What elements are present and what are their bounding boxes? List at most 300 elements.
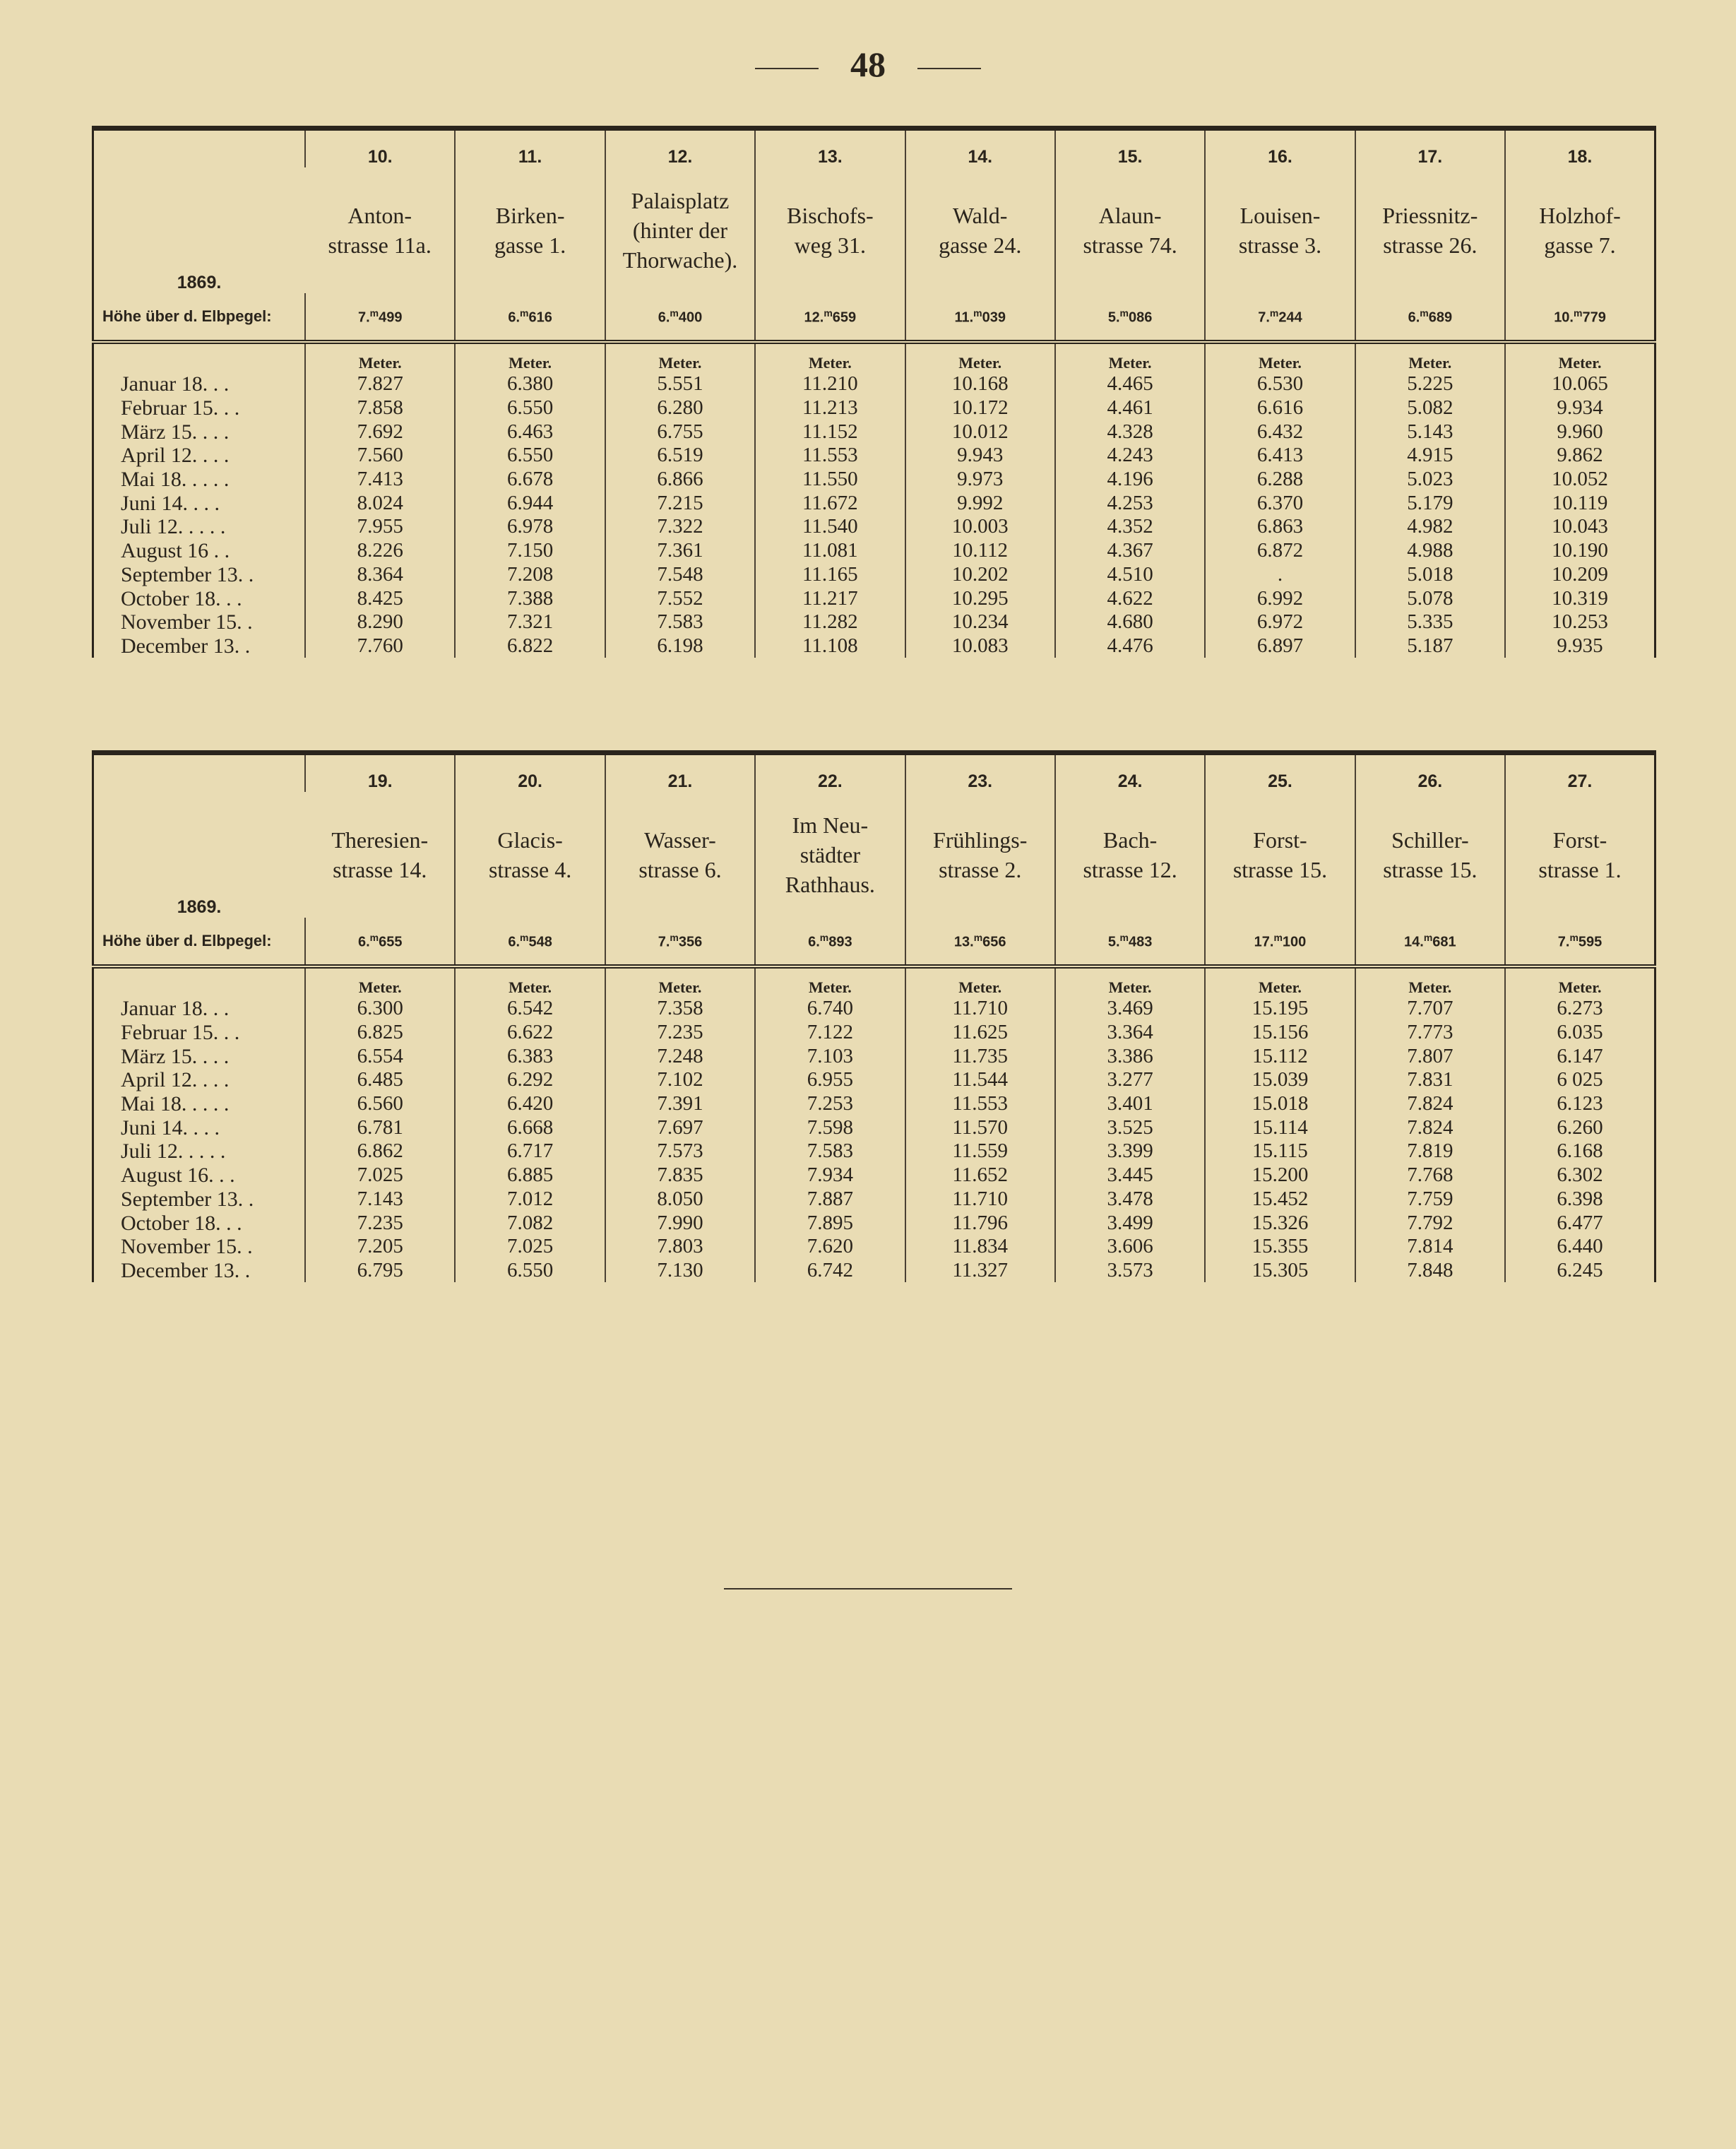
water-level-value: 7.413: [305, 468, 455, 492]
elevation-value: 11.$^m$039: [905, 293, 1055, 342]
water-level-value: 6.616: [1205, 396, 1355, 420]
water-level-value: 7.235: [305, 1211, 455, 1235]
water-level-value: 11.559: [905, 1139, 1055, 1164]
water-level-value: 4.253: [1055, 491, 1205, 515]
water-level-value: 7.143: [305, 1188, 455, 1212]
month-date: November 15. .: [121, 610, 253, 634]
location-name: Forst- strasse 1.: [1505, 792, 1655, 918]
month-date: März 15. . . .: [121, 420, 230, 444]
table-row: [93, 563, 1655, 587]
elevation-row: [93, 293, 1655, 342]
water-level-value: 7.552: [605, 586, 755, 610]
water-level-value: 6.862: [305, 1139, 455, 1164]
unit-label: Meter.: [1055, 966, 1205, 997]
water-level-value: 15.114: [1205, 1115, 1355, 1139]
water-level-value: 11.540: [755, 515, 905, 539]
water-level-value: 7.824: [1355, 1092, 1505, 1116]
unit-label: Meter.: [755, 966, 905, 997]
table-row: [93, 515, 1655, 539]
water-level-value: 6.245: [1505, 1259, 1655, 1283]
month-date: December 13. .: [121, 634, 251, 658]
water-level-value: 7.835: [605, 1164, 755, 1188]
water-level-value: 10.003: [905, 515, 1055, 539]
elevation-value: 13.$^m$656: [905, 918, 1055, 966]
water-level-value: 6.781: [305, 1115, 455, 1139]
month-date: December 13. .: [121, 1258, 251, 1282]
water-level-value: 6.420: [455, 1092, 605, 1116]
water-level-value: 7.103: [755, 1044, 905, 1068]
water-level-value: 6.288: [1205, 468, 1355, 492]
water-level-value: 9.973: [905, 468, 1055, 492]
table-row: [93, 1115, 1655, 1139]
water-level-value: 6.717: [455, 1139, 605, 1164]
table-row: [93, 1044, 1655, 1068]
water-level-value: 8.425: [305, 586, 455, 610]
closing-rule: [724, 1588, 1012, 1589]
water-level-value: 7.620: [755, 1235, 905, 1259]
water-level-value: 7.814: [1355, 1235, 1505, 1259]
water-level-value: 10.012: [905, 420, 1055, 444]
water-level-value: 6.992: [1205, 586, 1355, 610]
month-date: Juli 12. . . . .: [121, 1139, 226, 1164]
column-number: 26.: [1355, 753, 1505, 793]
water-level-value: 6.147: [1505, 1044, 1655, 1068]
water-level-value: 7.358: [605, 997, 755, 1021]
unit-label: Meter.: [1505, 966, 1655, 997]
unit-label: Meter.: [455, 966, 605, 997]
column-number: 25.: [1205, 753, 1355, 793]
water-level-value: 3.606: [1055, 1235, 1205, 1259]
elevation-value: 7.$^m$595: [1505, 918, 1655, 966]
water-level-value: 7.205: [305, 1235, 455, 1259]
elevation-value: 7.$^m$244: [1205, 293, 1355, 342]
elevation-value: 5.$^m$483: [1055, 918, 1205, 966]
table-row: [93, 1164, 1655, 1188]
unit-label: Meter.: [1505, 342, 1655, 372]
table-row: [93, 444, 1655, 468]
table-row: [93, 1021, 1655, 1045]
column-number: 19.: [305, 753, 455, 793]
water-level-value: 3.478: [1055, 1188, 1205, 1212]
column-number: 10.: [305, 129, 455, 168]
location-name: Anton- strasse 11a.: [328, 203, 432, 258]
water-level-value: 7.150: [455, 539, 605, 563]
water-level-value: 10.119: [1505, 491, 1655, 515]
table-row: [93, 1139, 1655, 1164]
water-level-value: 4.988: [1355, 539, 1505, 563]
elevation-value: 7.$^m$499: [305, 293, 455, 342]
water-level-value: 10.043: [1505, 515, 1655, 539]
water-level-value: 7.807: [1355, 1044, 1505, 1068]
water-level-value: 8.290: [305, 610, 455, 634]
month-date: Juni 14. . . .: [121, 1115, 220, 1139]
water-level-value: 6.123: [1505, 1092, 1655, 1116]
water-level-value: 4.982: [1355, 515, 1505, 539]
water-level-value: 11.652: [905, 1164, 1055, 1188]
column-number: 23.: [905, 753, 1055, 793]
elevation-row: [93, 918, 1655, 966]
water-level-value: 3.573: [1055, 1259, 1205, 1283]
water-level-value: 10.168: [905, 372, 1055, 396]
column-number: 16.: [1205, 129, 1355, 168]
water-level-value: 6.440: [1505, 1235, 1655, 1259]
water-level-value: 6.978: [455, 515, 605, 539]
water-level-value: 6.477: [1505, 1211, 1655, 1235]
water-level-value: 10.234: [905, 610, 1055, 634]
water-level-value: 6.872: [1205, 539, 1355, 563]
water-level-value: 10.065: [1505, 372, 1655, 396]
water-level-value: 4.243: [1055, 444, 1205, 468]
water-level-value: 7.990: [605, 1211, 755, 1235]
column-number: 20.: [455, 753, 605, 793]
water-level-value: 4.352: [1055, 515, 1205, 539]
water-level-value: 6.542: [455, 997, 605, 1021]
water-level-value: 15.355: [1205, 1235, 1355, 1259]
water-level-value: 7.208: [455, 563, 605, 587]
water-level-value: 6.432: [1205, 420, 1355, 444]
water-level-value: 6.168: [1505, 1139, 1655, 1164]
water-level-value: 4.915: [1355, 444, 1505, 468]
water-level-value: 7.895: [755, 1211, 905, 1235]
water-level-value: 3.364: [1055, 1021, 1205, 1045]
water-level-value: 7.759: [1355, 1188, 1505, 1212]
water-level-value: 6.825: [305, 1021, 455, 1045]
water-level-value: 3.469: [1055, 997, 1205, 1021]
water-level-value: 11.217: [755, 586, 905, 610]
month-date: Januar 18. . .: [121, 372, 230, 396]
year-label: 1869.: [177, 273, 222, 292]
water-level-value: 4.680: [1055, 610, 1205, 634]
water-level-value: 3.445: [1055, 1164, 1205, 1188]
water-level-value: 7.321: [455, 610, 605, 634]
water-level-value: 3.499: [1055, 1211, 1205, 1235]
table-row: [93, 1211, 1655, 1235]
water-level-value: .: [1205, 563, 1355, 587]
month-date: Juli 12. . . . .: [121, 515, 226, 539]
water-level-value: 10.052: [1505, 468, 1655, 492]
water-level-value: 6.955: [755, 1068, 905, 1092]
water-level-value: 6.866: [605, 468, 755, 492]
page-number-rule-right: [917, 68, 981, 69]
water-level-value: 5.143: [1355, 420, 1505, 444]
water-level-value: 10.295: [905, 586, 1055, 610]
water-level-value: 8.226: [305, 539, 455, 563]
elevation-label: Höhe über d. Elbpegel:: [93, 293, 306, 342]
water-level-value: 4.367: [1055, 539, 1205, 563]
location-name: Im Neu- städter Rathhaus.: [755, 792, 905, 918]
elevation-value: 6.$^m$689: [1355, 293, 1505, 342]
page-number-line: [0, 44, 1736, 85]
table-row: [93, 372, 1655, 396]
table-row: [93, 539, 1655, 563]
unit-row: [93, 342, 1655, 372]
table-row: [93, 1259, 1655, 1283]
water-level-value: 10.319: [1505, 586, 1655, 610]
location-name: Theresien- strasse 14.: [331, 827, 429, 882]
month-date: September 13. .: [121, 1187, 254, 1211]
column-number: 24.: [1055, 753, 1205, 793]
water-level-value: 6.668: [455, 1115, 605, 1139]
unit-spacer: [93, 966, 306, 997]
unit-label: Meter.: [455, 342, 605, 372]
unit-label: Meter.: [755, 342, 905, 372]
water-level-value: 7.792: [1355, 1211, 1505, 1235]
water-level-value: 5.018: [1355, 563, 1505, 587]
water-level-value: 5.179: [1355, 491, 1505, 515]
water-level-value: 6.380: [455, 372, 605, 396]
water-level-value: 6.260: [1505, 1115, 1655, 1139]
location-row: [93, 792, 1655, 918]
water-level-value: 7.102: [605, 1068, 755, 1092]
unit-label: Meter.: [605, 342, 755, 372]
unit-label: Meter.: [905, 966, 1055, 997]
water-level-value: 15.156: [1205, 1021, 1355, 1045]
water-level-value: 7.697: [605, 1115, 755, 1139]
water-level-value: 4.328: [1055, 420, 1205, 444]
water-level-value: 15.018: [1205, 1092, 1355, 1116]
water-level-value: 4.461: [1055, 396, 1205, 420]
water-level-value: 9.992: [905, 491, 1055, 515]
water-level-value: 6.383: [455, 1044, 605, 1068]
water-level-value: 6.863: [1205, 515, 1355, 539]
month-date: August 16 . .: [121, 539, 230, 563]
water-level-value: 6.554: [305, 1044, 455, 1068]
water-level-value: 15.112: [1205, 1044, 1355, 1068]
water-level-value: 6.302: [1505, 1164, 1655, 1188]
location-name: Louisen- strasse 3.: [1205, 167, 1355, 293]
unit-label: Meter.: [1205, 342, 1355, 372]
water-level-value: 7.130: [605, 1259, 755, 1283]
column-number: 15.: [1055, 129, 1205, 168]
table-row: [93, 1235, 1655, 1259]
location-name: Forst- strasse 15.: [1205, 792, 1355, 918]
water-level-value: 9.943: [905, 444, 1055, 468]
water-level-value: 4.476: [1055, 634, 1205, 658]
month-date: October 18. . .: [121, 586, 242, 610]
water-level-value: 11.108: [755, 634, 905, 658]
water-level-value: 7.824: [1355, 1115, 1505, 1139]
water-level-value: 7.827: [305, 372, 455, 396]
water-level-value: 6.622: [455, 1021, 605, 1045]
water-level-value: 6.550: [455, 396, 605, 420]
water-level-value: 3.386: [1055, 1044, 1205, 1068]
column-number: 13.: [755, 129, 905, 168]
water-level-value: 6.822: [455, 634, 605, 658]
water-level-value: 6.198: [605, 634, 755, 658]
unit-label: Meter.: [1355, 966, 1505, 997]
unit-label: Meter.: [1355, 342, 1505, 372]
water-level-value: 7.235: [605, 1021, 755, 1045]
water-level-value: 4.465: [1055, 372, 1205, 396]
water-level-value: 7.583: [755, 1139, 905, 1164]
elevation-label: Höhe über d. Elbpegel:: [93, 918, 306, 966]
table-row: [93, 1068, 1655, 1092]
water-level-value: 7.887: [755, 1188, 905, 1212]
water-level-value: 15.115: [1205, 1139, 1355, 1164]
elevation-value: 5.$^m$086: [1055, 293, 1205, 342]
column-number: 11.: [455, 129, 605, 168]
water-level-value: 11.544: [905, 1068, 1055, 1092]
water-level-value: 11.570: [905, 1115, 1055, 1139]
water-level-value: 5.023: [1355, 468, 1505, 492]
water-level-value: 6.292: [455, 1068, 605, 1092]
page-number: 48: [850, 45, 886, 84]
month-date: Mai 18. . . . .: [121, 468, 230, 492]
unit-label: Meter.: [305, 966, 455, 997]
water-level-value: 6.035: [1505, 1021, 1655, 1045]
table-row: [93, 634, 1655, 658]
water-level-value: 6.972: [1205, 610, 1355, 634]
month-date: October 18. . .: [121, 1211, 242, 1235]
location-name: Wald- gasse 24.: [905, 167, 1055, 293]
water-level-value: 6.530: [1205, 372, 1355, 396]
water-level-value: 11.282: [755, 610, 905, 634]
water-level-value: 3.277: [1055, 1068, 1205, 1092]
water-level-value: 7.707: [1355, 997, 1505, 1021]
elevation-value: 14.$^m$681: [1355, 918, 1505, 966]
water-level-value: 11.834: [905, 1235, 1055, 1259]
water-level-value: 11.553: [755, 444, 905, 468]
water-level-value: 11.553: [905, 1092, 1055, 1116]
elevation-value: 6.$^m$400: [605, 293, 755, 342]
column-number-row: [93, 129, 1655, 168]
elevation-value: 17.$^m$100: [1205, 918, 1355, 966]
water-level-value: 6.273: [1505, 997, 1655, 1021]
water-level-value: 8.364: [305, 563, 455, 587]
water-level-value: 7.025: [305, 1164, 455, 1188]
table-row: [93, 468, 1655, 492]
water-level-value: 6.280: [605, 396, 755, 420]
water-level-value: 11.672: [755, 491, 905, 515]
water-level-value: 10.112: [905, 539, 1055, 563]
water-level-value: 6.485: [305, 1068, 455, 1092]
water-level-value: 7.388: [455, 586, 605, 610]
water-level-value: 11.152: [755, 420, 905, 444]
elevation-value: 6.$^m$655: [305, 918, 455, 966]
water-level-value: 6.398: [1505, 1188, 1655, 1212]
water-level-value: 7.598: [755, 1115, 905, 1139]
water-level-value: 7.122: [755, 1021, 905, 1045]
water-level-value: 10.172: [905, 396, 1055, 420]
water-level-value: 6.560: [305, 1092, 455, 1116]
groundwater-table-2: [92, 750, 1656, 1282]
location-name: Alaun- strasse 74.: [1055, 167, 1205, 293]
water-level-value: 5.187: [1355, 634, 1505, 658]
water-level-value: 7.215: [605, 491, 755, 515]
water-level-value: 11.710: [905, 997, 1055, 1021]
month-date: November 15. .: [121, 1235, 253, 1259]
water-level-value: 10.202: [905, 563, 1055, 587]
water-level-value: 7.583: [605, 610, 755, 634]
location-name: Priessnitz- strasse 26.: [1355, 167, 1505, 293]
water-level-value: 15.195: [1205, 997, 1355, 1021]
water-level-value: 15.039: [1205, 1068, 1355, 1092]
location-name: Bach- strasse 12.: [1055, 792, 1205, 918]
water-level-value: 7.082: [455, 1211, 605, 1235]
water-level-value: 7.831: [1355, 1068, 1505, 1092]
month-date: Februar 15. . .: [121, 396, 240, 420]
location-name: Schiller- strasse 15.: [1355, 792, 1505, 918]
elevation-value: 6.$^m$616: [455, 293, 605, 342]
water-level-value: 8.050: [605, 1188, 755, 1212]
water-level-value: 11.550: [755, 468, 905, 492]
location-name: Holzhof- gasse 7.: [1505, 167, 1655, 293]
water-level-value: 11.081: [755, 539, 905, 563]
water-level-value: 6.370: [1205, 491, 1355, 515]
column-number: 18.: [1505, 129, 1655, 168]
water-level-value: 11.710: [905, 1188, 1055, 1212]
water-level-value: 7.548: [605, 563, 755, 587]
water-level-value: 9.960: [1505, 420, 1655, 444]
water-level-value: 10.190: [1505, 539, 1655, 563]
water-level-value: 11.625: [905, 1021, 1055, 1045]
water-level-value: 7.253: [755, 1092, 905, 1116]
water-level-value: 11.327: [905, 1259, 1055, 1283]
elevation-value: 7.$^m$356: [605, 918, 755, 966]
water-level-value: 5.078: [1355, 586, 1505, 610]
column-number: 21.: [605, 753, 755, 793]
water-level-value: 3.399: [1055, 1139, 1205, 1164]
water-level-value: 6.678: [455, 468, 605, 492]
location-name: Bischofs- weg 31.: [755, 167, 905, 293]
water-level-value: 6.300: [305, 997, 455, 1021]
elevation-value: 10.$^m$779: [1505, 293, 1655, 342]
month-date: Juni 14. . . .: [121, 491, 220, 515]
water-level-value: 7.248: [605, 1044, 755, 1068]
water-level-value: 6.742: [755, 1259, 905, 1283]
water-level-value: 6.550: [455, 1259, 605, 1283]
water-level-value: 5.551: [605, 372, 755, 396]
water-level-value: 11.735: [905, 1044, 1055, 1068]
year-label: 1869.: [177, 897, 222, 917]
water-level-value: 11.165: [755, 563, 905, 587]
water-level-value: 7.803: [605, 1235, 755, 1259]
water-level-value: 7.573: [605, 1139, 755, 1164]
column-number: 12.: [605, 129, 755, 168]
column-number: 17.: [1355, 129, 1505, 168]
unit-label: Meter.: [905, 342, 1055, 372]
page-number-rule-left: [755, 68, 819, 69]
water-level-value: 8.024: [305, 491, 455, 515]
water-level-value: 10.253: [1505, 610, 1655, 634]
water-level-value: 6.740: [755, 997, 905, 1021]
water-level-value: 6.413: [1205, 444, 1355, 468]
water-level-value: 7.773: [1355, 1021, 1505, 1045]
water-level-value: 7.322: [605, 515, 755, 539]
table-row: [93, 610, 1655, 634]
location-name: Birken- gasse 1.: [455, 167, 605, 293]
water-level-value: 9.935: [1505, 634, 1655, 658]
month-date: April 12. . . .: [121, 444, 230, 468]
unit-label: Meter.: [305, 342, 455, 372]
water-level-value: 6.519: [605, 444, 755, 468]
month-date: Mai 18. . . . .: [121, 1092, 230, 1116]
water-level-value: 15.452: [1205, 1188, 1355, 1212]
water-level-value: 9.934: [1505, 396, 1655, 420]
location-name: Palaisplatz (hinter der Thorwache).: [605, 167, 755, 293]
water-level-value: 7.692: [305, 420, 455, 444]
water-level-value: 11.213: [755, 396, 905, 420]
water-level-value: 6.795: [305, 1259, 455, 1283]
water-level-value: 6.550: [455, 444, 605, 468]
water-level-value: 7.819: [1355, 1139, 1505, 1164]
location-name: Glacis- strasse 4.: [455, 792, 605, 918]
water-level-value: 7.012: [455, 1188, 605, 1212]
water-level-value: 7.848: [1355, 1259, 1505, 1283]
water-level-value: 6 025: [1505, 1068, 1655, 1092]
water-level-value: 7.560: [305, 444, 455, 468]
water-level-value: 15.326: [1205, 1211, 1355, 1235]
